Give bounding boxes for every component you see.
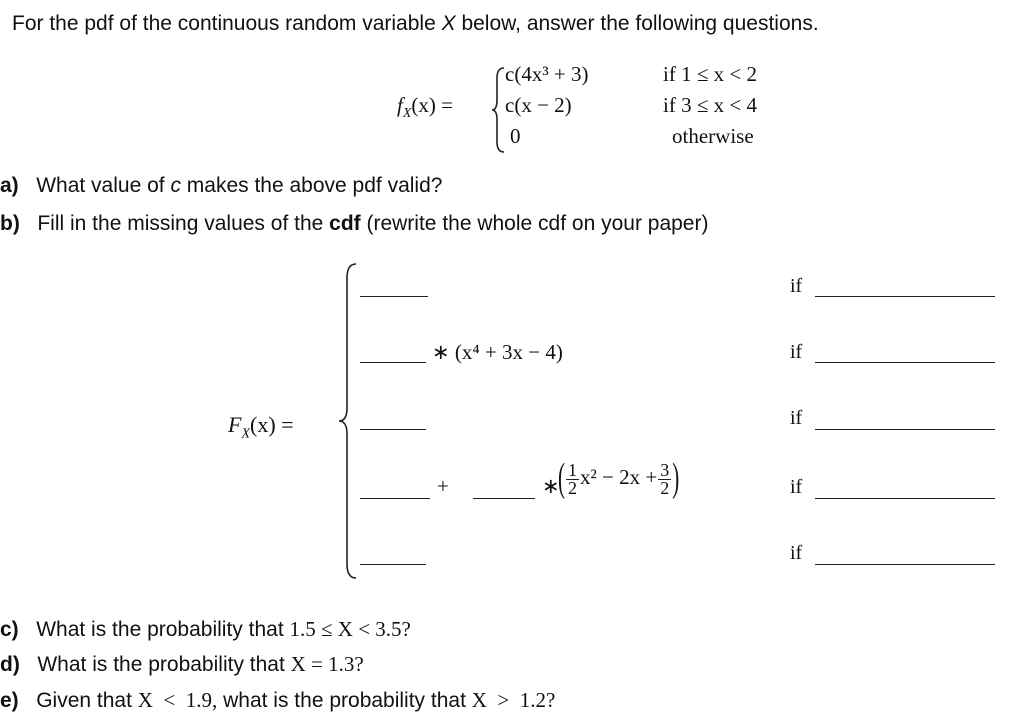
question-c-text: What is the probability that [36,618,290,641]
question-e-text-before: Given that [36,689,138,712]
pdf-lhs [397,93,453,122]
cdf-row1-if: if [790,275,803,297]
intro-var: X [441,12,456,35]
question-a [0,174,442,198]
cdf-row4-poly [558,452,679,502]
question-d [0,652,364,677]
cdf-row5-cond-blank[interactable] [815,564,995,565]
pdf-case-3-expr: 0 [510,124,521,148]
question-a-var: c [170,174,181,197]
cdf-row4-if: if [790,476,803,498]
cdf-brace [336,262,358,580]
question-b-label: b) [0,212,20,235]
pdf-case-3-cond: otherwise [672,124,754,148]
question-a-label: a) [0,174,19,197]
cdf-lhs-sub: X [241,426,251,442]
cdf-row4-threehalf-num: 3 [660,459,670,480]
question-c-label: c) [0,618,19,641]
cdf-row3-cond-blank[interactable] [815,429,995,430]
cdf-row3-blank[interactable] [360,429,426,430]
cdf-row4-blank-1[interactable] [360,498,430,499]
question-b-text-after: (rewrite the whole cdf on your paper) [360,212,709,235]
cdf-row4-mid: x² − 2x + [580,465,658,489]
pdf-case-1-expr: c(4x³ + 3) [505,62,589,86]
cdf-row4-threehalf-den: 2 [660,477,670,498]
intro-text [12,12,819,36]
question-d-math: X = 1.3? [290,652,364,676]
cdf-row2-if: if [790,341,803,363]
pdf-lhs-f: f [397,93,403,117]
question-b-text-before: Fill in the missing values of the [37,212,330,235]
intro-text-before: For the pdf of the continuous random variable [12,12,442,35]
cdf-row2-expr: ∗ (x⁴ + 3x − 4) [432,340,563,364]
question-e-text-mid: what is the probability that [217,689,472,712]
question-e-math1: X < 1.9, [137,688,218,712]
cdf-row4-blank-2[interactable] [473,498,535,499]
question-c [0,617,411,642]
cdf-row4-rparen: ) [672,454,680,500]
cdf-row4-frac-threehalf [658,459,671,498]
cdf-lhs [228,412,294,442]
question-a-text-before: What value of [36,174,171,197]
pdf-brace [490,66,506,154]
cdf-lhs-f: F [228,412,242,437]
cdf-row4-half-den: 2 [568,477,577,498]
pdf-lhs-arg: (x) = [411,93,453,117]
cdf-row1-cond-blank[interactable] [815,296,995,297]
question-b-bold: cdf [329,212,361,235]
question-d-label: d) [0,653,20,676]
question-e [0,688,555,713]
cdf-row2-cond-blank[interactable] [815,362,995,363]
cdf-row2-blank[interactable] [360,362,426,363]
cdf-row4-frac-half [566,459,579,498]
pdf-lhs-sub: X [402,106,412,122]
cdf-row3-if: if [790,407,803,429]
question-e-math2: X > 1.2? [471,688,556,712]
cdf-row4-lparen: ( [558,454,565,500]
question-d-text: What is the probability that [37,653,291,676]
pdf-case-2-expr: c(x − 2) [505,93,572,117]
cdf-row5-blank[interactable] [360,564,426,565]
pdf-case-1-cond: if 1 ≤ x < 2 [663,62,757,86]
cdf-row5-if: if [790,542,803,564]
cdf-row4-star: ∗ [542,474,560,498]
question-c-math: 1.5 ≤ X < 3.5? [289,617,411,641]
cdf-row4-cond-blank[interactable] [815,498,995,499]
pdf-case-2-cond: if 3 ≤ x < 4 [663,93,757,117]
cdf-row1-blank[interactable] [360,296,428,297]
cdf-row4-half-num: 1 [568,459,577,480]
question-b [0,212,708,236]
intro-text-after: below, answer the following questions. [455,12,819,35]
cdf-lhs-arg: (x) = [250,412,294,437]
question-e-label: e) [0,689,19,712]
question-a-text-after: makes the above pdf valid? [180,174,443,197]
cdf-row4-plus: + [437,474,449,498]
